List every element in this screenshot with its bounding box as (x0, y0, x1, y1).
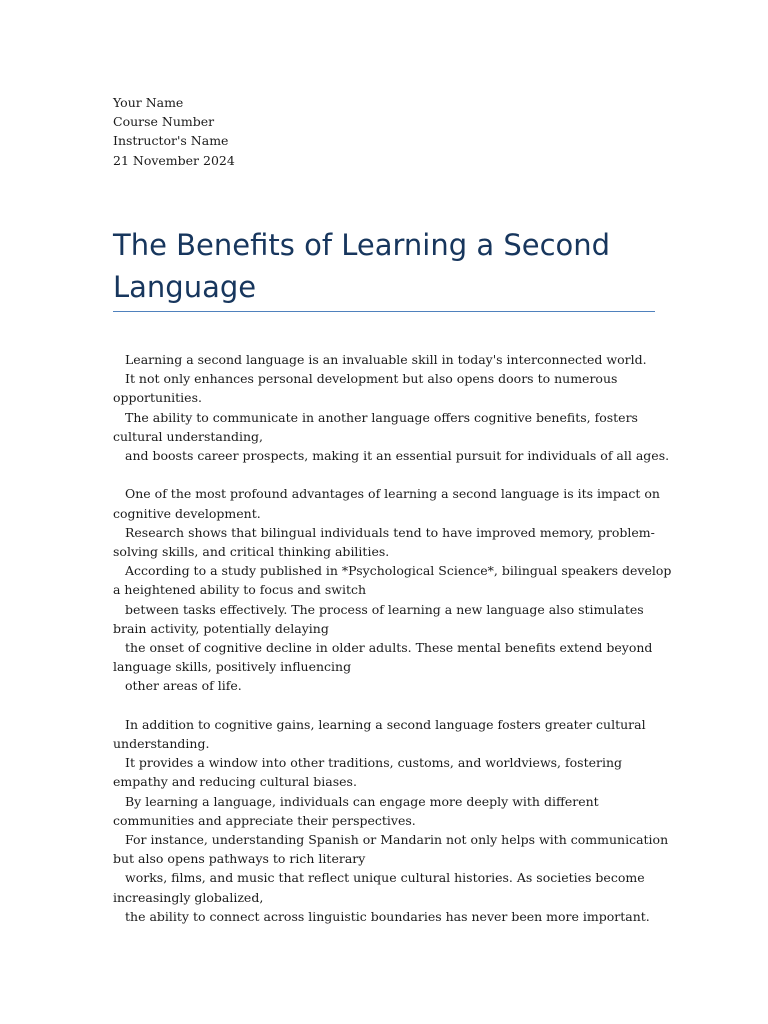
document-body (113, 350, 673, 945)
paragraph-line: works, films, and music that reflect unique cultural histories. As societies become increasingly globalized, (113, 870, 645, 905)
paragraph-line: Learning a second language is an invaluable skill in today's interconnected world. (125, 352, 647, 367)
instructor-name: Instructor's Name (113, 133, 229, 149)
paragraph-line: and boosts career prospects, making it an essential pursuit for individuals of all ages. (125, 448, 670, 464)
paragraph (113, 484, 673, 695)
title-underline-divider (113, 311, 655, 312)
paragraph-line: It provides a window into other traditions, customs, and worldviews, fostering empathy and reducing cultural biases. (113, 755, 623, 790)
paragraph-line: the ability to connect across linguistic boundaries has never been more important. (125, 908, 650, 924)
paragraph-line: For instance, understanding Spanish or Mandarin not only helps with communication but also opens pathways to rich literary (113, 832, 669, 867)
document-date: 21 November 2024 (113, 152, 235, 168)
paragraph-line: between tasks effectively. The process of learning a new language also stimulates brain activity, potentially delaying (113, 601, 644, 636)
paragraph (113, 350, 673, 465)
paragraph-line: It not only enhances personal development but also opens doors to numerous opportunities. (113, 371, 618, 406)
document-title: The Benefits of Learning a Second Language (113, 228, 611, 304)
paragraph-line: According to a study published in *Psychological Science*, bilingual speakers develop a heightened ability to focus and switch (113, 563, 672, 598)
paragraph-line: By learning a language, individuals can engage more deeply with different communities and appreciate their perspectives. (113, 793, 599, 828)
course-number: Course Number (113, 114, 215, 130)
author-name: Your Name (113, 95, 184, 110)
paragraph-line: the onset of cognitive decline in older adults. These mental benefits extend beyond language skills, positively influencing (113, 640, 653, 675)
paragraph-line: Research shows that bilingual individuals tend to have improved memory, problem-solving skills, and critical thinking abilities. (113, 524, 655, 560)
paragraph-line: In addition to cognitive gains, learning a second language fosters greater cultural understanding. (113, 716, 646, 752)
paragraph (113, 715, 673, 926)
paragraph-line: One of the most profound advantages of learning a second language is its impact on cognitive development. (113, 486, 660, 521)
paragraph-line: other areas of life. (125, 678, 242, 694)
paragraph-line: The ability to communicate in another language offers cognitive benefits, fosters cultural understanding, (113, 409, 638, 444)
document-header (113, 93, 653, 170)
